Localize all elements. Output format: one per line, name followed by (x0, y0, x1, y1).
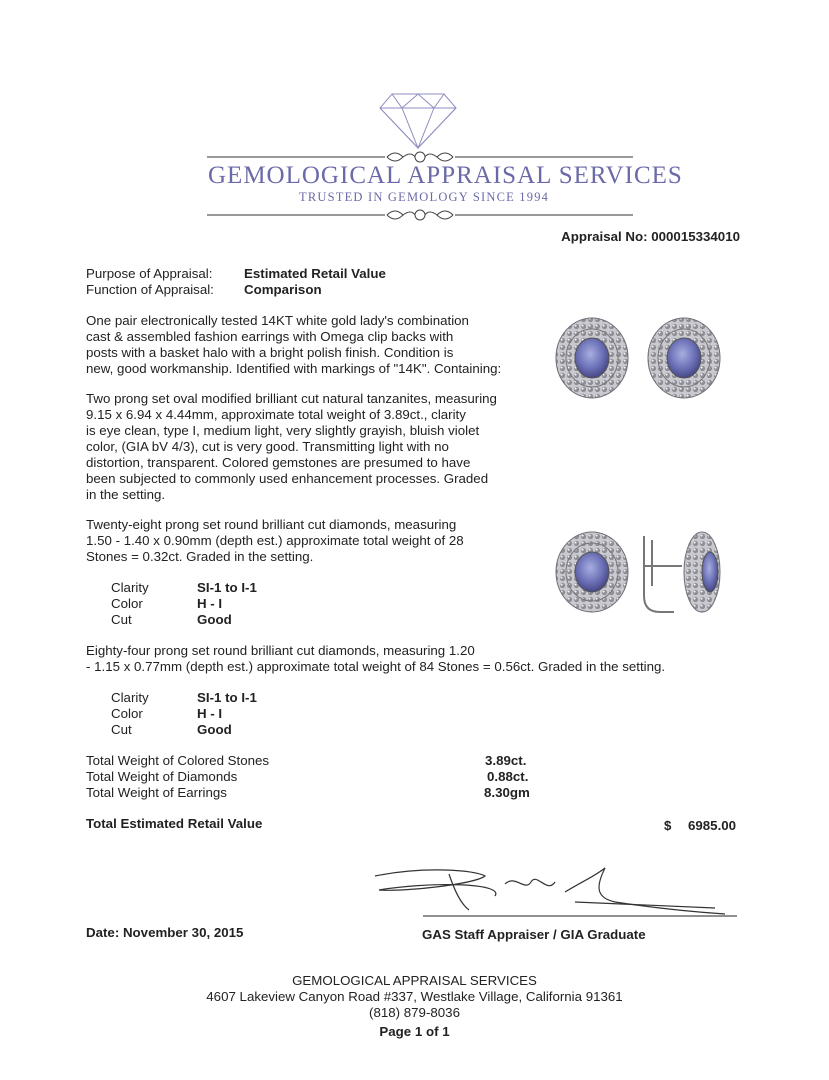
tanzanite-line: distortion, transparent. Colored gemstones are presumed to have (86, 455, 471, 470)
grade-value: H - I (197, 706, 223, 721)
tanzanite-line: is eye clean, type I, medium light, very slightly grayish, bluish violet (86, 423, 480, 438)
total-value: 0.88ct. (487, 769, 529, 784)
diamonds-line: Stones = 0.32ct. Graded in the setting. (86, 549, 314, 564)
purpose-label: Purpose of Appraisal: (86, 266, 213, 281)
grade-label: Cut (111, 722, 132, 737)
diamonds-line: 1.50 - 1.40 x 0.90mm (depth est.) approximate total weight of 28 (86, 533, 464, 548)
signer-title: GAS Staff Appraiser / GIA Graduate (422, 927, 646, 942)
footer-address: 4607 Lakeview Canyon Road #337, Westlake Village, California 91361 (206, 989, 623, 1004)
purpose-value: Estimated Retail Value (244, 266, 386, 281)
grade-label: Clarity (111, 690, 149, 705)
appraiser-signature-icon (365, 862, 740, 920)
description-line: One pair electronically tested 14KT white gold lady's combination (86, 313, 469, 328)
earring-side-view (644, 532, 720, 612)
grade-label: Color (111, 706, 143, 721)
grade-value: SI-1 to I-1 (197, 690, 257, 705)
tanzanite-line: Two prong set oval modified brilliant cut natural tanzanites, measuring (86, 391, 497, 406)
total-value: 3.89ct. (485, 753, 527, 768)
diamonds-line: Eighty-four prong set round brilliant cut diamonds, measuring 1.20 (86, 643, 475, 658)
function-value: Comparison (244, 282, 322, 297)
earrings-front-image (552, 316, 728, 400)
grade-value: Good (197, 722, 232, 737)
diamonds-line: - 1.15 x 0.77mm (depth est.) approximate total weight of 84 Stones = 0.56ct. Graded in the setting. (86, 659, 666, 674)
grade-label: Clarity (111, 580, 149, 595)
grade-label: Cut (111, 612, 132, 627)
company-tagline: TRUSTED IN GEMOLOGY SINCE 1994 (299, 190, 550, 204)
grade-value: H - I (197, 596, 223, 611)
ornament-bottom-icon (205, 206, 635, 224)
tanzanite-description (86, 391, 497, 503)
grade-value: Good (197, 612, 232, 627)
earring-front-view (556, 532, 628, 612)
total-label: Total Weight of Colored Stones (86, 753, 270, 768)
grade-label: Color (111, 596, 143, 611)
footer-phone: (818) 879-8036 (369, 1005, 460, 1020)
tanzanite-line: color, (GIA bV 4/3), cut is very good. Transmitting light with no (86, 439, 449, 454)
tanzanite-line: 9.15 x 6.94 x 4.44mm, approximate total weight of 3.89ct., clarity (86, 407, 466, 422)
earring-right (648, 318, 720, 398)
total-label: Total Weight of Diamonds (86, 769, 238, 784)
diamonds-28-description (86, 517, 464, 565)
footer-company: GEMOLOGICAL APPRAISAL SERVICES (292, 973, 537, 988)
retail-value-amount: 6985.00 (688, 818, 737, 833)
diamond-logo-icon (378, 92, 458, 150)
diamonds-84-description (86, 643, 665, 675)
description-line: new, good workmanship. Identified with markings of "14K". Containing: (86, 361, 502, 376)
grade-value: SI-1 to I-1 (197, 580, 257, 595)
appraisal-date: Date: November 30, 2015 (86, 925, 244, 940)
page-number: Page 1 of 1 (379, 1024, 450, 1039)
tanzanite-line: in the setting. (86, 487, 166, 502)
earrings-side-image (552, 526, 728, 618)
earring-left (556, 318, 628, 398)
retail-value-label: Total Estimated Retail Value (86, 816, 263, 831)
appraisal-number: Appraisal No: 000015334010 (561, 229, 740, 244)
function-label: Function of Appraisal: (86, 282, 214, 297)
company-logo-title: GEMOLOGICAL APPRAISAL SERVICES (208, 162, 683, 189)
description-line: cast & assembled fashion earrings with Omega clip backs with (86, 329, 454, 344)
tanzanite-line: been subjected to commonly used enhancement processes. Graded (86, 471, 489, 486)
diamonds-line: Twenty-eight prong set round brilliant cut diamonds, measuring (86, 517, 457, 532)
total-value: 8.30gm (484, 785, 530, 800)
item-description (86, 313, 501, 377)
currency-symbol: $ (664, 818, 672, 833)
total-label: Total Weight of Earrings (86, 785, 227, 800)
description-line: posts with a basket halo with a bright polish finish. Condition is (86, 345, 454, 360)
